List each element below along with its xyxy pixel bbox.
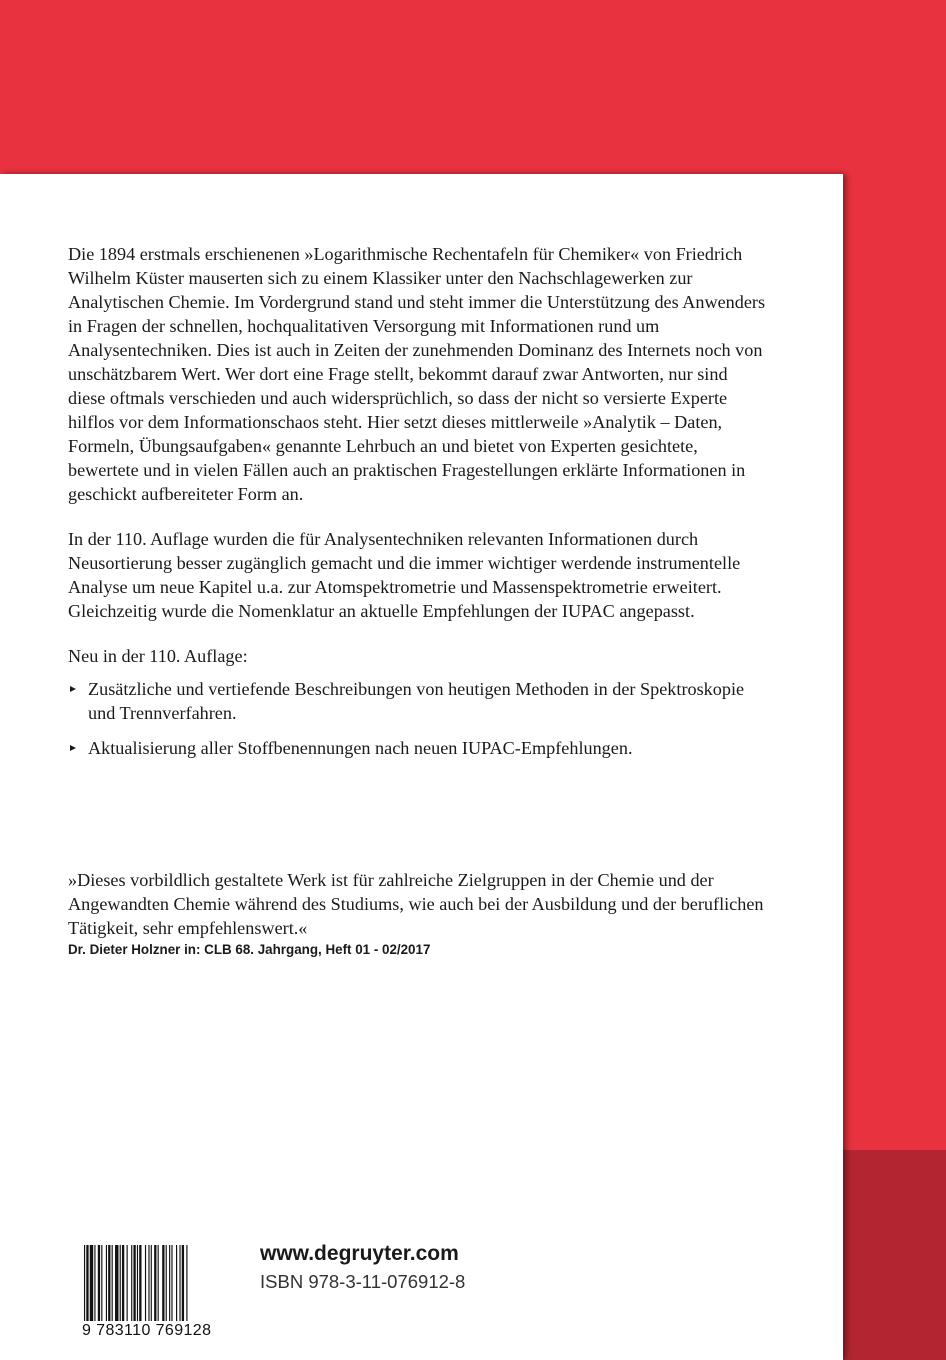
edition-paragraph: In der 110. Auflage wurden die für Analysentechniken relevanten Informationen durch Neusortierung besser zugänglich gemacht und die immer wichtiger werdende instrumentelle Analyse um neue Kapitel u.a. zur Atomspektrometrie und Massenspektrometrie erweitert. Gleichzeitig wurde die Nomenklatur an aktuelle Empfehlungen der IUPAC angepasst. (68, 529, 741, 621)
barcode-digits: 9 783110 769128 (82, 1322, 212, 1339)
publisher-url: www.degruyter.com (260, 1242, 459, 1265)
quote-source: Dr. Dieter Holzner in: CLB 68. Jahrgang, Heft 01 - 02/2017 (68, 942, 431, 957)
list-item: Aktualisierung aller Stoffbenennungen nach neuen IUPAC-Empfehlungen. (68, 736, 768, 760)
new-features-list (68, 677, 768, 760)
isbn-barcode (82, 1245, 224, 1321)
new-in-edition-heading: Neu in der 110. Auflage: (68, 646, 248, 666)
dark-red-corner (843, 1150, 946, 1360)
blurb-text (68, 242, 768, 771)
description-paragraph: Die 1894 erstmals erschienenen »Logarithmische Rechentafeln für Chemiker« von Friedrich Wilhelm Küster mauserten sich zu einem Klassiker unter den Nachschlagewerken zur Analytischen Chemie. Im Vordergrund stand und steht immer die Unterstützung des Anwenders in Fragen der schnellen, hochqualitativen Versorgung mit Informationen rund um Analysentechniken. Dies ist auch in Zeiten der zunehmenden Dominanz des Internets noch von unschätzbarem Wert. Wer dort eine Frage stellt, bekommt darauf zwar Antworten, nur sind diese oftmals verschieden und auch widersprüchlich, so dass der nicht so versierte Experte hilflos vor dem Informationschaos steht. Hier setzt dieses mittlerweile »Analytik – Daten, Formeln, Übungsaufgaben« genannte Lehrbuch an und bietet von Experten gesichtete, bewertete und in vielen Fällen auch an praktischen Fragestellungen erklärte Informationen in geschickt aufbereiteter Form an. (68, 244, 766, 504)
isbn-number: ISBN 978-3-11-076912-8 (260, 1271, 466, 1292)
review-quote: »Dieses vorbildlich gestaltete Werk ist für zahlreiche Zielgruppen in der Chemie und der Angewandten Chemie während des Studiums, wie auch bei der Ausbildung und der beruflichen Tätigkeit, sehr empfehlenswert.« (68, 870, 764, 938)
bullet-triangle-icon (70, 745, 76, 751)
list-item: Zusätzliche und vertiefende Beschreibungen von heutigen Methoden in der Spektroskopie und Trennverfahren. (68, 677, 768, 725)
bullet-triangle-icon (70, 686, 76, 692)
